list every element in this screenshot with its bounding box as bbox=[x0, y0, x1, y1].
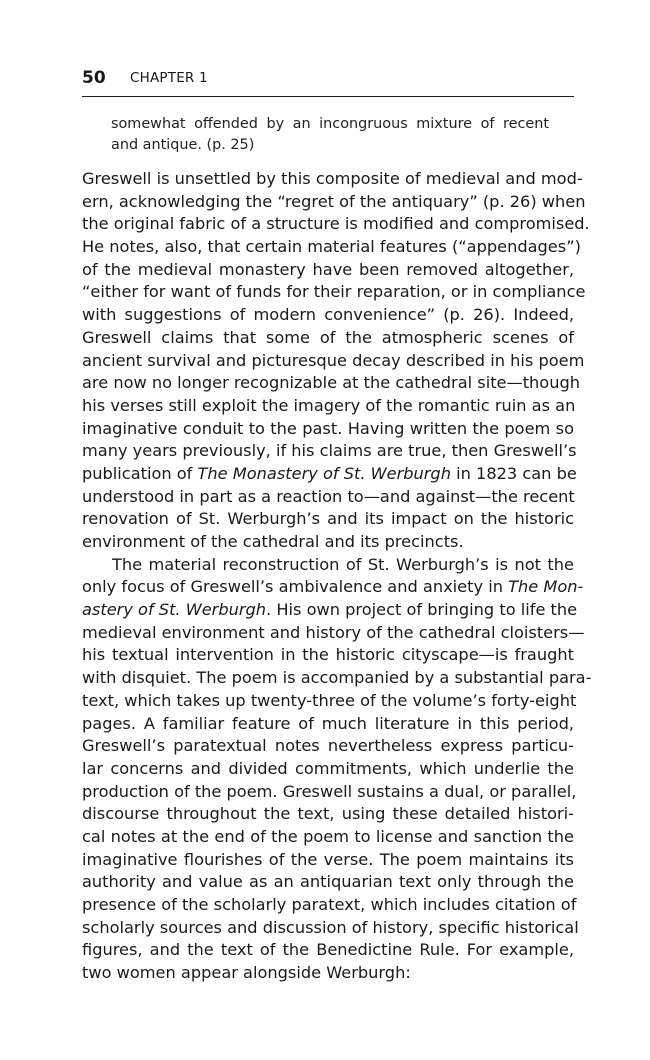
text-segment: publication of bbox=[82, 463, 198, 483]
chapter-heading: CHAPTER 1 bbox=[130, 70, 208, 86]
text-segment: . His own project of bringing to life the bbox=[266, 600, 578, 620]
text-line: scholarly sources and discussion of history, specific historical bbox=[82, 917, 579, 937]
text-line: text, which takes up twenty-three of the volume’s forty-eight bbox=[82, 690, 577, 710]
text-line bbox=[82, 599, 578, 622]
text-line: imaginative conduit to the past. Having written the poem so bbox=[82, 418, 574, 438]
text-line: of the medieval monastery have been removed altogether, bbox=[82, 259, 574, 279]
text-line: discourse throughout the text, using these detailed histori- bbox=[82, 804, 574, 824]
text-line: Greswell claims that some of the atmospheric scenes of bbox=[82, 327, 574, 347]
text-line: figures, and the text of the Benedictine Rule. For example, bbox=[82, 940, 574, 960]
text-line: are now no longer recognizable at the cathedral site—though bbox=[82, 373, 580, 393]
text-line: pages. A familiar feature of much literature in this period, bbox=[82, 713, 574, 733]
text-line: presence of the scholarly paratext, which includes citation of bbox=[82, 895, 577, 914]
text-line: renovation of St. Werburgh’s and its impact on the historic bbox=[82, 509, 574, 529]
block-quote bbox=[111, 114, 549, 156]
text-line: The material reconstruction of St. Werburgh’s is not the bbox=[112, 554, 574, 574]
text-segment: in 1823 can be bbox=[450, 463, 577, 483]
body-text bbox=[82, 168, 592, 985]
text-line: authority and value as an antiquarian text only through the bbox=[82, 872, 574, 892]
text-line: the original fabric of a structure is modified and compromised. bbox=[82, 214, 590, 234]
text-line bbox=[82, 463, 577, 486]
text-line: Greswell’s paratextual notes nevertheless express particu- bbox=[82, 736, 574, 756]
running-header bbox=[82, 66, 574, 97]
book-title: astery of St. Werburgh bbox=[82, 600, 267, 620]
text-line: Greswell is unsettled by this composite of medieval and mod- bbox=[82, 169, 583, 188]
text-line: “either for want of funds for their reparation, or in compliance bbox=[82, 282, 586, 302]
text-line: his verses still exploit the imagery of the romantic ruin as an bbox=[82, 395, 576, 415]
text-line: ern, acknowledging the “regret of the antiquary” (p. 26) when bbox=[82, 191, 586, 211]
text-line: production of the poem. Greswell sustains a dual, or parallel, bbox=[82, 781, 577, 801]
text-line: with suggestions of modern convenience” (p. 26). Indeed, bbox=[82, 305, 574, 325]
text-line: He notes, also, that certain material features (“appendages”) bbox=[82, 237, 581, 257]
text-line: his textual intervention in the historic cityscape—is fraught bbox=[82, 645, 574, 665]
text-line: environment of the cathedral and its precincts. bbox=[82, 532, 464, 551]
text-line: with disquiet. The poem is accompanied by a substantial para- bbox=[82, 668, 592, 688]
book-title: The Mon- bbox=[508, 577, 584, 597]
text-segment: only focus of Greswell’s ambivalence and anxiety in bbox=[82, 577, 509, 597]
text-line: cal notes at the end of the poem to license and sanction the bbox=[82, 826, 574, 846]
text-line bbox=[82, 576, 584, 599]
text-line: medieval environment and history of the cathedral cloisters— bbox=[82, 622, 585, 642]
text-line: many years previously, if his claims are true, then Greswell’s bbox=[82, 441, 577, 461]
page-number: 50 bbox=[82, 68, 106, 88]
text-line: understood in part as a reaction to—and against—the recent bbox=[82, 486, 575, 506]
book-title: The Monastery of St. Werburgh bbox=[197, 463, 451, 483]
quote-line: and antique. (p. 25) bbox=[111, 137, 255, 153]
text-line: imaginative flourishes of the verse. The poem maintains its bbox=[82, 849, 574, 869]
text-line: ancient survival and picturesque decay described in his poem bbox=[82, 350, 585, 370]
quote-line: somewhat offended by an incongruous mixture of recent bbox=[111, 116, 549, 132]
text-line: two women appear alongside Werburgh: bbox=[82, 963, 411, 983]
text-line: lar concerns and divided commitments, which underlie the bbox=[82, 758, 574, 778]
